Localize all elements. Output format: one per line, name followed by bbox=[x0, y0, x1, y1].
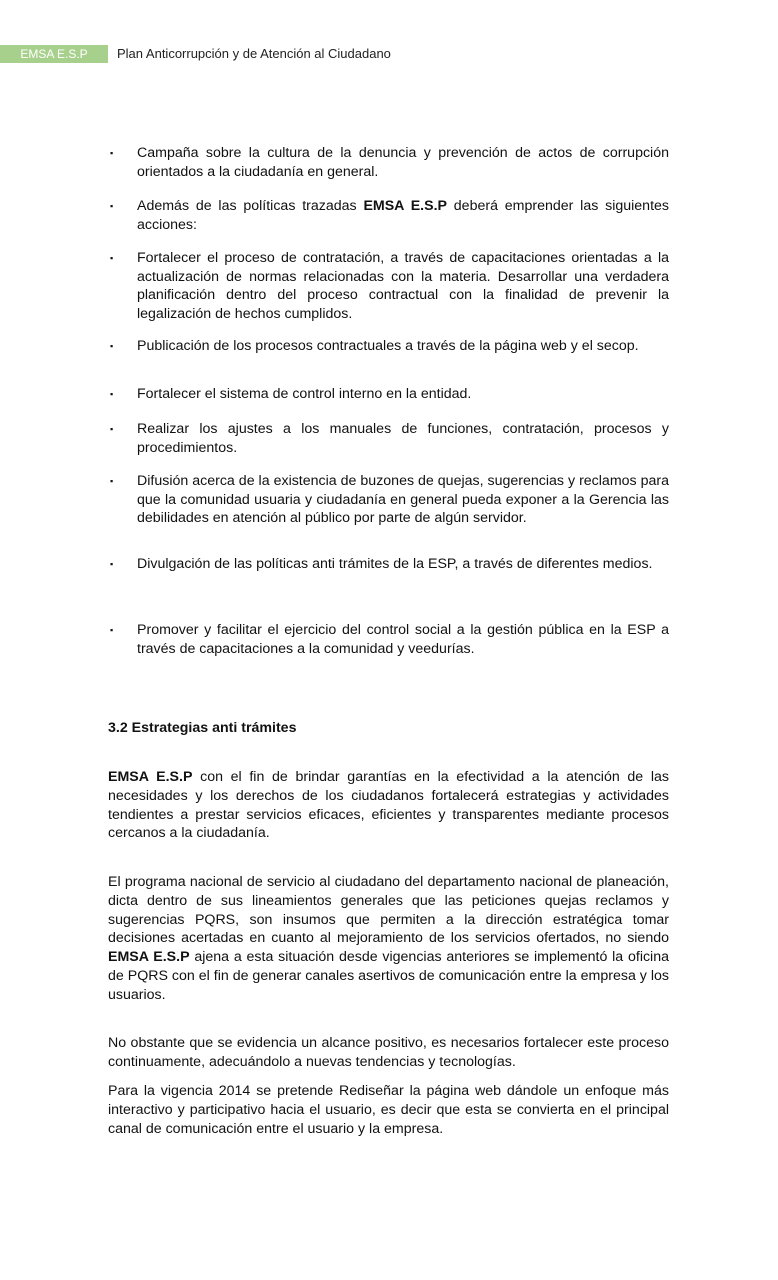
list-item bbox=[108, 555, 669, 574]
bullet-marker: ▪ bbox=[110, 253, 114, 263]
bullet-marker: ▪ bbox=[110, 148, 114, 158]
list-item-text: Realizar los ajustes a los manuales de funciones, contratación, procesos y procedimientos. bbox=[137, 421, 669, 456]
bullet-marker: ▪ bbox=[110, 201, 114, 211]
paragraph: No obstante que se evidencia un alcance positivo, es necesarios fortalecer este proceso continuamente, adecuándolo a nuevas tendencias y tecnologías. bbox=[108, 1035, 669, 1070]
section-heading: 3.2 Estrategias anti trámites bbox=[108, 720, 297, 736]
list-item bbox=[108, 197, 669, 234]
bullet-marker: ▪ bbox=[110, 625, 114, 635]
list-item bbox=[108, 621, 669, 658]
bullet-marker: ▪ bbox=[110, 424, 114, 434]
bullet-marker: ▪ bbox=[110, 559, 114, 569]
list-item-text: Publicación de los procesos contractuales a través de la página web y el secop. bbox=[137, 338, 639, 354]
list-item bbox=[108, 420, 669, 457]
company-name: EMSA E.S.P bbox=[363, 198, 447, 214]
paragraph: EMSA E.S.P con el fin de brindar garantías en la efectividad a la atención de las necesidades y los derechos de los ciudadanos fortalecerá estrategias y actividades tendientes a prestar servicios eficaces, eficientes y transparentes mediante procesos cercanos a la ciudadanía. bbox=[108, 769, 669, 842]
list-item bbox=[108, 144, 669, 181]
bullet-marker: ▪ bbox=[110, 389, 114, 399]
list-item-text: Fortalecer el sistema de control interno en la entidad. bbox=[137, 386, 472, 402]
list-item-text: Además de las políticas trazadas EMSA E.S.P deberá emprender las siguientes acciones: bbox=[137, 198, 669, 233]
list-item-text: Campaña sobre la cultura de la denuncia y prevención de actos de corrupción orientados a la ciudadanía en general. bbox=[137, 145, 669, 180]
list-item-text: Promover y facilitar el ejercicio del control social a la gestión pública en la ESP a través de capacitaciones a la comunidad y veedurías. bbox=[137, 622, 669, 657]
paragraph: El programa nacional de servicio al ciudadano del departamento nacional de planeación, dicta dentro de sus lineamientos generales que las peticiones quejas reclamos y sugerencias PQRS, son insumos que permiten a la dirección estratégica tomar decisiones acertadas en cuanto al mejoramiento de los servicios ofertados, no siendo EMSA E.S.P ajena a esta situación desde vigencias anteriores se implementó la oficina de PQRS con el fin de generar canales asertivos de comunicación entre la empresa y los usuarios. bbox=[108, 874, 669, 1003]
list-item bbox=[108, 337, 669, 356]
company-name: EMSA E.S.P bbox=[108, 949, 190, 966]
header-title: Plan Anticorrupción y de Atención al Ciudadano bbox=[117, 46, 391, 61]
list-item-text: Divulgación de las políticas anti trámites de la ESP, a través de diferentes medios. bbox=[137, 556, 653, 572]
paragraph: Para la vigencia 2014 se pretende Rediseñar la página web dándole un enfoque más interactivo y participativo hacia el usuario, es decir que esta se convierta en el principal canal de comunicación entre el usuario y la empresa. bbox=[108, 1083, 669, 1137]
list-item-text: Difusión acerca de la existencia de buzones de quejas, sugerencias y reclamos para que la comunidad usuaria y ciudadanía en general pueda exponer a la Gerencia las debilidades en atención al público por parte de algún servidor. bbox=[137, 473, 669, 526]
list-item bbox=[108, 249, 669, 323]
bullet-marker: ▪ bbox=[110, 476, 114, 486]
header-company-tag: EMSA E.S.P bbox=[0, 45, 108, 63]
bullet-marker: ▪ bbox=[110, 341, 114, 351]
company-name: EMSA E.S.P bbox=[108, 769, 193, 785]
list-item-text: Fortalecer el proceso de contratación, a través de capacitaciones orientadas a la actualización de normas relacionadas con la materia. Desarrollar una verdadera planificación dentro del proceso contractual con la finalidad de prevenir la legalización de hechos cumplidos. bbox=[137, 250, 669, 322]
list-item bbox=[108, 472, 669, 528]
list-item bbox=[108, 385, 669, 404]
